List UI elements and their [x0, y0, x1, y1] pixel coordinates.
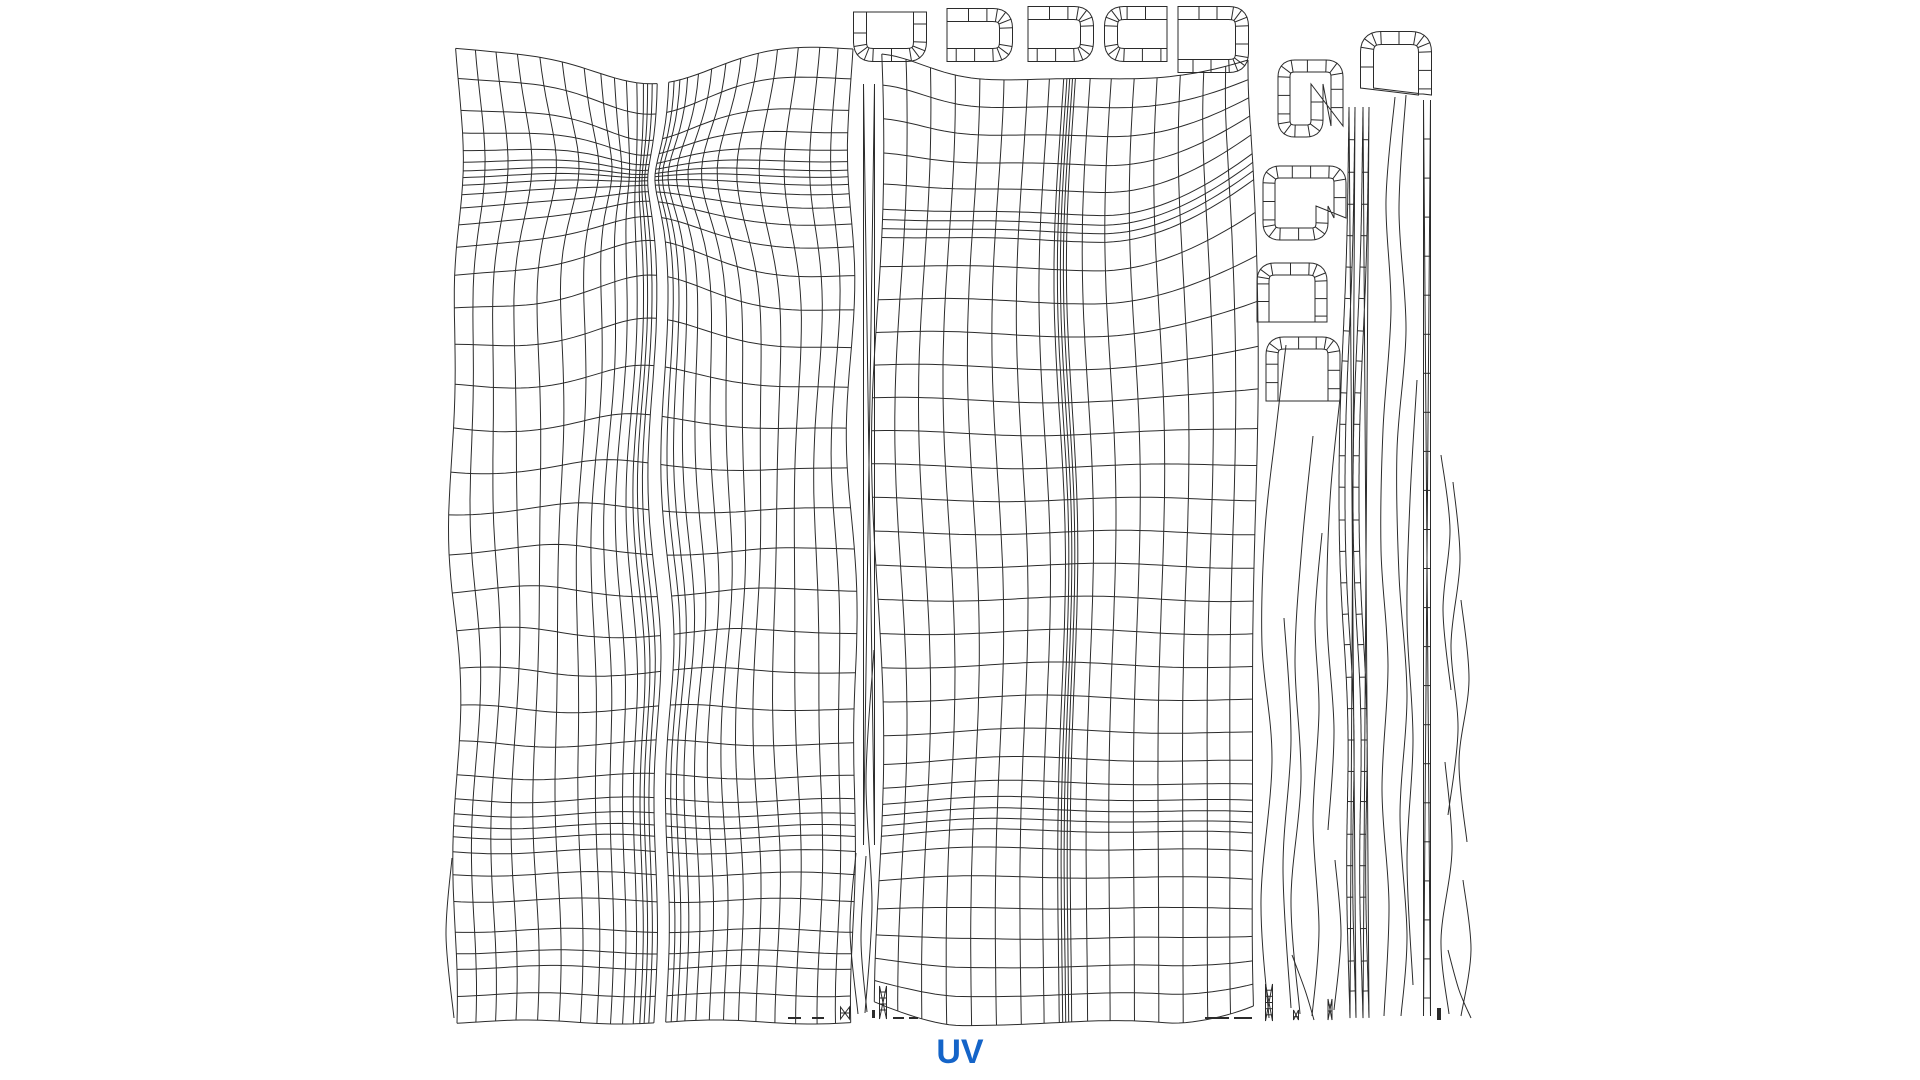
bracket-u-rung	[913, 46, 925, 51]
bracket-u-rung	[873, 49, 874, 62]
left-uv-island-row	[655, 180, 849, 186]
left-uv-island-row	[668, 320, 852, 348]
middle-uv-island-col	[1248, 60, 1258, 1006]
wavy-line	[1381, 97, 1395, 1016]
arch-strip-2-rung	[1327, 340, 1334, 350]
left-uv-island-row	[454, 823, 655, 828]
left-uv-island-row	[449, 544, 652, 555]
middle-uv-island-row	[879, 876, 1252, 881]
s-strip-rung	[1276, 166, 1278, 178]
bracket-c-right-rung	[1108, 47, 1118, 55]
left-uv-island-col	[846, 49, 857, 1023]
left-uv-island-row	[461, 110, 653, 140]
arch-strip-2-rung	[1324, 337, 1326, 349]
bracket-c-left-1-rung	[998, 12, 1006, 22]
left-uv-island-row	[655, 168, 848, 174]
arch-strip-1-rung	[1257, 277, 1269, 279]
bracket-c-right-rung	[1120, 7, 1122, 20]
left-uv-island-col	[759, 50, 781, 1023]
left-uv-island-col	[449, 48, 464, 1023]
wavy-line	[1327, 398, 1340, 830]
serpentine-strip-rung	[1281, 66, 1291, 73]
middle-uv-island-col	[943, 75, 955, 1024]
wavy-line	[1334, 860, 1341, 1010]
bracket-c-left-3-rung	[1235, 55, 1248, 57]
arch-strip-2-rung	[1328, 351, 1340, 353]
left-uv-island-row	[461, 705, 659, 713]
bracket-c-left-1-rung	[999, 19, 1011, 24]
left-uv-island-row	[661, 465, 848, 471]
left-uv-island-row	[665, 798, 854, 802]
left-uv-island-row	[666, 813, 855, 817]
left-uv-island-row	[454, 812, 654, 818]
sliver-line	[1283, 618, 1291, 1008]
bracket-c-right-rung	[1115, 48, 1120, 60]
left-uv-island-row	[669, 928, 852, 932]
middle-uv-island-col	[1129, 79, 1140, 1021]
left-uv-island-row	[666, 774, 854, 779]
arch-strip-tall-outline	[1361, 32, 1432, 96]
left-uv-island-row	[449, 503, 649, 515]
left-uv-island-row	[453, 872, 656, 877]
bracket-u-rung	[909, 48, 911, 61]
divider-strip-outline	[864, 84, 875, 845]
arch-strip-tall-rung	[1364, 39, 1374, 47]
arch-strip-tall-rung	[1372, 33, 1377, 45]
bracket-u-outline	[854, 12, 927, 62]
mini-ladder-4-outline	[1294, 1010, 1299, 1020]
left-uv-island-row	[461, 192, 649, 208]
left-uv-island-col	[648, 84, 661, 1023]
middle-uv-island-row	[882, 662, 1253, 668]
left-uv-island-row	[669, 898, 854, 902]
bracket-u-rung	[854, 44, 867, 46]
tick-mark	[1437, 1008, 1441, 1020]
middle-uv-island-col	[895, 59, 907, 1011]
left-uv-island-row	[666, 835, 855, 839]
left-uv-island-row	[456, 950, 657, 954]
left-uv-island-row	[663, 109, 849, 139]
middle-uv-island-col	[1082, 79, 1093, 1022]
left-uv-island-row	[460, 667, 661, 676]
bracket-c-left-3-rung	[1229, 60, 1230, 73]
left-uv-island-row	[455, 240, 655, 275]
bracket-c-right-rung	[1111, 10, 1119, 20]
s-strip-rung	[1266, 172, 1276, 179]
s-strip-rung	[1334, 179, 1346, 181]
middle-uv-island-row	[878, 596, 1253, 602]
s-strip-rung	[1269, 227, 1276, 237]
sliver-line	[850, 853, 858, 1014]
left-uv-island-col	[737, 53, 761, 1021]
bracket-c-left-1-rung	[995, 9, 997, 22]
middle-uv-island-row	[874, 530, 1255, 535]
left-uv-island-row	[667, 850, 855, 854]
bracket-c-left-2-rung	[1080, 44, 1093, 46]
arch-strip-tall-rung	[1418, 43, 1430, 48]
bracket-c-right-rung	[1105, 44, 1118, 46]
arch-strip-2-rung	[1280, 337, 1282, 349]
arch-strip-tall-rung	[1419, 52, 1432, 53]
s-strip-rung	[1315, 227, 1325, 234]
left-uv-island-row	[457, 1020, 654, 1024]
arch-strip-1-rung	[1314, 273, 1325, 278]
bracket-u-rung	[912, 47, 920, 57]
left-uv-island-row	[455, 797, 654, 803]
left-uv-island-row	[674, 629, 857, 635]
left-uv-island-row	[655, 174, 848, 178]
tick-mark	[872, 1010, 875, 1018]
left-uv-island-row	[665, 367, 848, 387]
middle-uv-island-col	[1039, 79, 1051, 1023]
arch-strip-tall-rung	[1361, 47, 1374, 49]
middle-uv-island-row	[875, 981, 1253, 997]
arch-strip-1-rung	[1271, 263, 1273, 275]
bracket-u-rung	[914, 42, 927, 43]
s-strip-rung	[1333, 169, 1340, 179]
bracket-u-rung	[857, 47, 867, 55]
middle-uv-island-row	[880, 629, 1253, 635]
wavy-line	[1407, 380, 1417, 985]
bracket-c-left-2-rung	[1074, 49, 1075, 62]
middle-uv-island-col	[1225, 66, 1235, 1014]
s-strip-rung	[1263, 225, 1275, 227]
bracket-c-left-3-rung	[1234, 10, 1242, 20]
left-uv-island-row	[452, 586, 657, 597]
left-uv-island-col	[810, 47, 823, 1024]
left-uv-island-row	[459, 201, 650, 225]
uv-label: UV	[936, 1033, 984, 1071]
left-uv-island-row	[456, 48, 658, 83]
left-uv-island-col	[677, 74, 706, 1021]
left-uv-island-row	[451, 460, 648, 474]
serpentine-strip-rung	[1310, 124, 1320, 131]
serpentine-strip-rung	[1331, 73, 1343, 75]
bracket-c-left-3-rung	[1236, 26, 1249, 27]
middle-uv-island-row	[878, 256, 1257, 304]
wavy-line	[1312, 533, 1322, 1016]
left-uv-island-row	[655, 185, 849, 195]
middle-uv-island-row	[875, 958, 1252, 968]
arch-strip-1-rung	[1260, 269, 1270, 276]
middle-uv-island-row	[874, 1002, 1253, 1026]
sliver-line	[861, 856, 867, 1012]
ladder-straight-outline	[1424, 100, 1431, 1016]
left-uv-island-row	[663, 508, 851, 513]
left-uv-island-row	[457, 627, 661, 638]
middle-uv-island-row	[876, 563, 1254, 568]
left-uv-island-row	[457, 773, 655, 779]
left-uv-island-row	[665, 242, 854, 277]
left-uv-island-row	[657, 149, 848, 164]
middle-uv-island-col	[1178, 75, 1189, 1022]
bracket-c-left-1-rung	[1000, 28, 1013, 29]
arch-strip-1-rung	[1313, 264, 1318, 275]
mini-ladder-1-outline	[880, 986, 887, 1019]
arch-strip-tall-rung	[1417, 35, 1425, 45]
left-uv-island-col	[655, 82, 674, 1022]
left-uv-island-row	[453, 849, 655, 854]
arch-strip-tall-rung	[1381, 32, 1382, 45]
bracket-c-left-3-rung	[1235, 17, 1247, 22]
serpentine-strip-rung	[1291, 60, 1293, 72]
bracket-c-right-rung	[1105, 26, 1118, 27]
left-uv-island-row	[454, 275, 656, 308]
wavy-line	[1461, 880, 1471, 1016]
s-strip-rung	[1313, 228, 1315, 240]
left-uv-island-row	[669, 47, 853, 82]
serpentine-strip-rung	[1308, 125, 1310, 137]
uv-islands-group	[446, 7, 1471, 1026]
left-uv-island-row	[668, 872, 855, 876]
left-uv-island-row	[668, 277, 854, 311]
bracket-c-right-outline	[1105, 7, 1168, 62]
left-uv-island-row	[672, 588, 857, 596]
bracket-c-left-1-rung	[993, 49, 994, 62]
serpentine-strip-rung	[1330, 63, 1337, 73]
arch-strip-2-rung	[1266, 351, 1278, 353]
left-uv-island-row	[666, 1020, 851, 1024]
wavy-line	[1261, 345, 1286, 1018]
bracket-c-left-1-rung	[999, 44, 1012, 46]
left-uv-island-row	[668, 965, 851, 969]
bracket-c-left-2-rung	[1076, 7, 1078, 20]
wavy-line	[1397, 95, 1407, 1016]
left-uv-island-col	[659, 81, 681, 1022]
bracket-c-left-2-rung	[1080, 17, 1092, 22]
left-uv-island-row	[455, 928, 657, 932]
bracket-c-right-rung	[1106, 17, 1118, 22]
wavy-line	[1459, 600, 1469, 842]
serpentine-strip-outline	[1278, 60, 1343, 137]
bracket-c-left-3-rung	[1233, 59, 1238, 71]
left-uv-island-row	[666, 825, 855, 829]
bracket-u-rung	[864, 48, 869, 60]
left-uv-island-row	[656, 160, 848, 169]
left-uv-island-row	[459, 740, 656, 747]
wavy-line	[1441, 455, 1451, 690]
arch-strip-2-rung	[1269, 343, 1279, 350]
middle-uv-island-col	[1154, 78, 1165, 1023]
wavy-line	[1291, 436, 1313, 1014]
left-uv-island-col	[555, 62, 579, 1021]
bracket-c-left-2-rung	[1078, 48, 1083, 60]
left-uv-island-row	[453, 834, 655, 839]
bracket-c-left-1-rung	[998, 47, 1008, 55]
bracket-c-right-rung	[1124, 49, 1125, 62]
bracket-c-left-2-rung	[1081, 26, 1094, 27]
arch-strip-tall-rung	[1414, 32, 1416, 45]
left-uv-island-row	[457, 965, 657, 969]
arch-strip-1-outline	[1257, 263, 1327, 322]
bracket-c-left-2-rung	[1079, 47, 1089, 55]
serpentine-strip-rung	[1278, 122, 1290, 124]
middle-uv-island-row	[872, 464, 1257, 469]
bracket-c-left-3-rung	[1231, 7, 1233, 20]
bracket-c-left-1-rung	[997, 48, 1002, 60]
bracket-c-left-2-rung	[1079, 10, 1087, 20]
middle-uv-island-col	[1105, 79, 1116, 1021]
left-uv-island-row	[673, 667, 855, 673]
left-uv-island-row	[457, 216, 653, 247]
middle-uv-island-col	[992, 80, 1004, 1025]
left-uv-island-row	[667, 993, 850, 997]
left-uv-island-row	[662, 416, 846, 428]
left-uv-island-row	[457, 993, 655, 997]
left-uv-island-row	[454, 898, 657, 902]
middle-uv-island-row	[884, 728, 1253, 736]
serpentine-strip-rung	[1284, 124, 1291, 134]
mini-ladder-3-outline	[1328, 999, 1332, 1020]
left-uv-island-row	[669, 950, 852, 954]
left-uv-island-col	[668, 78, 695, 1021]
wavy-line	[1292, 955, 1314, 1020]
middle-uv-island-row	[881, 847, 1253, 854]
